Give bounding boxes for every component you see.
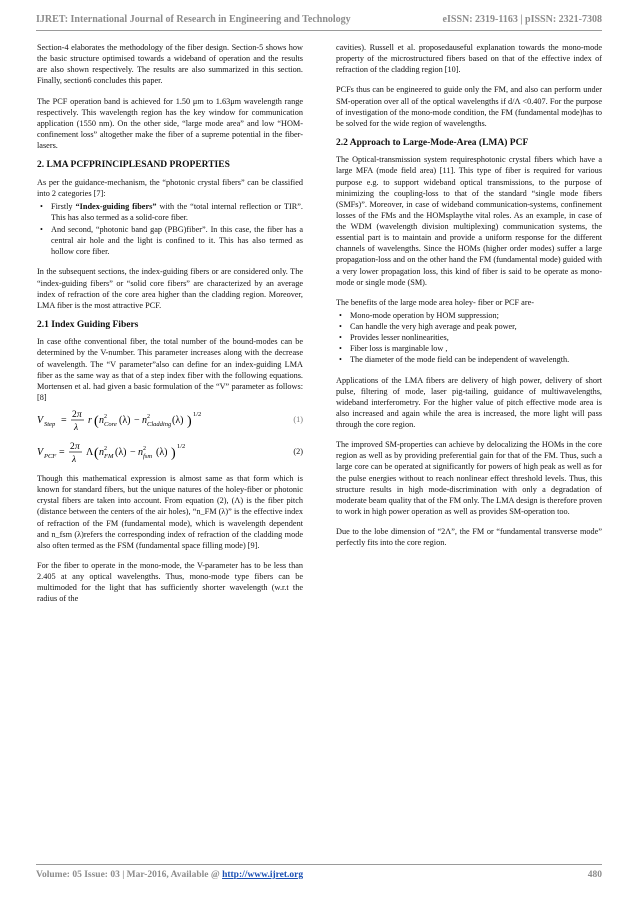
paragraph-guidance-mechanism: As per the guidance-mechanism, the “photonic crystal fibers” can be classified into 2 categories [7]: (37, 177, 303, 198)
svg-text:V: V (37, 447, 44, 459)
svg-text:(: ( (94, 414, 99, 430)
equation-2-formula (37, 439, 217, 465)
list-item: • Can handle the very high average and peak power, (350, 321, 602, 332)
svg-text:−: − (134, 415, 140, 427)
svg-text:π: π (75, 442, 80, 453)
fiber-category-list (37, 201, 303, 258)
svg-text:Λ: Λ (86, 447, 94, 459)
svg-text:r: r (88, 415, 92, 427)
svg-text:(λ): (λ) (115, 447, 127, 459)
paragraph-sm-properties: The improved SM-properties can achieve by delocalizing the HOMs in the core region as well as by providing preferential gain for that of the FM. Thus, such a large core can be operated at significantly for powers of high peak as well as for the pulse energies without to reach nonlinear effect threshold levels. Thus, this structure results in high mode-discrimination with only a degradation of moderate beam quality that of the FM only. The LMA design is therefore proven to work in high power operation as well as provides SM-operation too. (336, 440, 602, 516)
svg-text:(λ): (λ) (156, 447, 168, 459)
right-column (336, 42, 602, 557)
list-item: • Mono-mode operation by HOM suppression; (350, 310, 602, 321)
svg-text:2: 2 (70, 442, 75, 453)
issn-info: eISSN: 2319-1163 | pISSN: 2321-7308 (442, 14, 602, 25)
list-item: • The diameter of the mode field can be independent of wavelength. (350, 354, 602, 365)
list-item: • Firstly “Index-guiding fibers” with the “total internal reflection or TIR”. This has also termed as a solid-core fiber. (51, 201, 303, 223)
svg-text:PCF: PCF (44, 453, 57, 461)
equation-2-number: (2) (293, 447, 303, 457)
svg-text:2: 2 (104, 446, 107, 453)
svg-text:n: n (99, 415, 104, 427)
svg-text:): ) (187, 414, 192, 430)
svg-text:FM: FM (104, 453, 114, 461)
svg-text:2: 2 (147, 414, 150, 421)
footer-divider (36, 864, 602, 865)
equation-1-formula (37, 407, 217, 433)
svg-text:fsm: fsm (143, 453, 153, 461)
left-column (37, 42, 303, 613)
list-item: • Provides lesser nonlinearities, (350, 332, 602, 343)
svg-text:n: n (138, 447, 143, 459)
paragraph-pcf-engineering: PCFs thus can be engineered to guide only the FM, and also can perform under SM-operation over all of the optical wavelengths if d/Λ <0.407. For the purpose of investigation of the mono-mode condition, the FM (fundamental mode)has to be solved for the wide region of wavelengths. (336, 85, 602, 128)
svg-text:Cladding: Cladding (147, 421, 172, 429)
page-header (36, 14, 602, 25)
svg-text:): ) (171, 446, 176, 462)
paragraph-optical-transmission: The Optical-transmission system requiresphotonic crystal fibers which have a large MFA (mode field area) [11]. This type of fiber is required for various purpose e.g. to support wideband optical transmissions, to the purpose of minimizing the coupling-loss to that of the standard “single mode fibers (SMFs)”. Moreover, in case of wideband communication-systems, confinement losses of the FMs and the HOMsplaythe vital roles. As an example, in case of the WDM (wavelength division multiplexing) communication systems, the essential part is to maintain and provide a uniform response for the different channels of wavelengths. Since the HOMs (higher order modes) suffer a large propagation-loss and on the other hand the FM (fundamental mode) guided with a very lower propagation loss, this kind of fiber is said to be operate as mono-mode or single mode (SM). (336, 155, 602, 287)
footer-volume: Volume: 05 Issue: 03 | Mar-2016, Available @ http://www.ijret.org (36, 870, 304, 880)
svg-text:2: 2 (143, 446, 146, 453)
paragraph-index-guiding-intro: In the subsequent sections, the index-guiding fibers or are considered only. The “index-guiding fibers” or “solid core fibers” are characterized by an average index of refraction of the core area higher than the cladding region. Moreover, LMA fiber is the most attractive PCF. (37, 267, 303, 310)
paragraph-russell: cavities). Russell et al. proposedauseful explanation towards the mono-mode property of the microstructured fibers based on that of the effective index of refraction of the cladding region [10]. (336, 43, 602, 75)
heading-index-guiding: 2.1 Index Guiding Fibers (37, 319, 139, 330)
page-number: 480 (587, 870, 602, 880)
paragraph-v-number: In case ofthe conventional fiber, the total number of the bound-modes can be determined by the V-number. This parameter increases along with the decrease of wavelength. The “V parameter”also can define for an index-guiding LMA fiber as the same way as that of a step index fiber with the following equations. Mortensen et al. had given a basic formulation of the “V” parameter as follows: [8] (37, 337, 303, 402)
svg-text:λ: λ (74, 423, 79, 434)
list-item: • And second, “photonic band gap (PBG)fiber”. In this case, the fiber has a central air hole and the light is confined to it. This has also termed as hollow core fiber. (51, 224, 303, 257)
equation-1-number: (1) (293, 415, 303, 425)
journal-title: IJRET: International Journal of Research in Engineering and Technology (36, 14, 351, 25)
paragraph-equation-explanation: Though this mathematical expression is almost same as that form which is known for standard fibers, but the unique natures of the holey-fiber or photonic crystal fibers are taken into account. From equation (2), (Λ) is the fiber pitch (distance between the centers of the air holes), “n_FM (λ)” is the effective index of refraction of the FM (fundamental mode), which is wavelength dependent and n_fsm (λ)refers the corresponding index of refraction of the cladding mode also often termed as the FSM (fundamental space filling mode) [9]. (37, 474, 303, 550)
svg-text:π: π (77, 410, 82, 421)
heading-lma-principles: 2. LMA PCFPRINCIPLESAND PROPERTIES (37, 160, 230, 171)
svg-text:=: = (59, 447, 65, 459)
paragraph-applications: Applications of the LMA fibers are delivery of high power, delivery of short pulse, filtering of mode, laser pig-tailing, guidance of multiwavelengths, wideband interferometry. For the higher value of pitch effective mode area is also increased and again while the area is increased, the more light will pass through the core region. (336, 375, 602, 430)
svg-text:=: = (61, 415, 67, 427)
svg-text:λ: λ (72, 455, 77, 466)
svg-text:(λ): (λ) (172, 415, 184, 427)
svg-text:Step: Step (44, 421, 56, 429)
journal-link[interactable]: http://www.ijret.org (222, 870, 304, 880)
paragraph-lobe-dimension: Due to the lobe dimension of “2Λ”, the FM or “fundamental transverse mode” perfectly fits into the core region. (336, 527, 602, 548)
heading-lma-approach: 2.2 Approach to Large-Mode-Area (LMA) PCF (336, 137, 529, 148)
header-divider (36, 30, 602, 31)
page-footer (36, 870, 602, 880)
svg-text:(λ): (λ) (119, 415, 131, 427)
svg-text:1/2: 1/2 (193, 411, 202, 419)
paragraph-sections-overview: Section-4 elaborates the methodology of the fiber design. Section-5 shows how the basic structure optimised towards a wideband of operation and the results are also shown respectively. The results are also summarized in this section. Finally, section6 concludes this paper. (37, 43, 303, 86)
svg-text:2: 2 (72, 410, 77, 421)
equation-2 (37, 439, 303, 465)
paragraph-operation-band: The PCF operation band is achieved for 1.50 μm to 1.63μm wavelength range respectively. This wavelength region has the key window for communication application (1550 nm). On the other side, “large mode area” and low “HOM-confinement loss” altogether make the fiber of a supreme potential in the fiber-lasers. (37, 96, 303, 150)
svg-text:2: 2 (104, 414, 107, 421)
list-item: • Fiber loss is marginable low , (350, 343, 602, 354)
svg-text:(: ( (94, 446, 99, 462)
benefits-list (336, 310, 602, 366)
svg-text:−: − (130, 447, 136, 459)
paragraph-mono-mode-condition: For the fiber to operate in the mono-mode, the V-parameter has to be less than 2.405 at any optical wavelengths. Thus, mono-mode type fibers can be multimoded for the light that has sufficiently shorter wavelength (w.r.t the radius of the (37, 560, 303, 604)
svg-text:n: n (99, 447, 104, 459)
svg-text:n: n (142, 415, 147, 427)
equation-1 (37, 407, 303, 433)
svg-text:V: V (37, 415, 44, 427)
svg-text:Core: Core (104, 421, 117, 429)
svg-text:1/2: 1/2 (177, 443, 186, 451)
paragraph-benefits-intro: The benefits of the large mode area holey- fiber or PCF are- (336, 297, 534, 307)
